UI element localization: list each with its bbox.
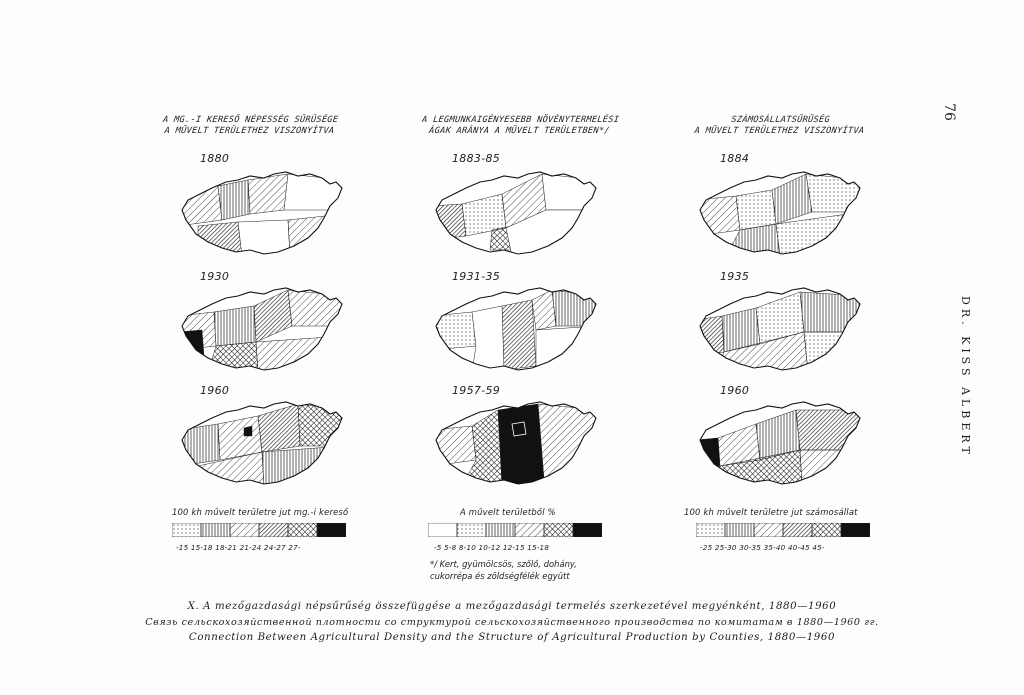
column-1-title xyxy=(149,115,351,137)
legend-3-title: 100 kh művelt területre jut számosállat xyxy=(684,507,858,517)
footnote-line1: */ Kert, gyümölcsös, szőlő, dohány, xyxy=(430,559,577,569)
footnote-line2: cukorrépa és zöldségfélék együtt xyxy=(430,571,570,581)
legend-1-title: 100 kh művelt területre jut mg.-i kereső xyxy=(172,507,349,517)
legend-2-ticks: -5 5-8 8-10 10-12 12-15 15-18 xyxy=(434,543,550,552)
column-1-title-line1: A MG.-I KERESŐ NÉPESSÉG SŰRŰSÉGE xyxy=(162,115,339,125)
crop-map-1883-85 xyxy=(432,170,598,258)
legend-3-ticks: -25 25-30 30-35 35-40 40-45 45- xyxy=(700,543,825,552)
legend-2-title: A művelt területből % xyxy=(460,507,556,517)
legend-1-ticks: -15 15-18 18-21 21-24 24-27 27- xyxy=(176,543,301,552)
column-1-title-line2: A MŰVELT TERÜLETHEZ VISZONYÍTVA xyxy=(164,126,335,136)
crop-map-1931-35 xyxy=(432,286,598,374)
column-3-title-line2: A MŰVELT TERÜLETHEZ VISZONYÍTVA xyxy=(694,126,865,136)
crop-map-1957-59 xyxy=(432,400,598,488)
year-label: 1935 xyxy=(720,270,750,283)
legend-2-scale xyxy=(428,523,602,537)
year-label: 1960 xyxy=(720,384,750,397)
figure-caption-hungarian: X. A mezőgazdasági népsűrűség összefüggése a mezőgazdasági termelés szerkezetével megyénként, 1880—1960 xyxy=(187,601,837,612)
legend-1-scale xyxy=(172,523,346,537)
year-label: 1960 xyxy=(200,384,230,397)
county-map-1960 xyxy=(178,400,344,488)
column-2-title-line2: ÁGAK ARÁNYA A MŰVELT TERÜLETBEN*/ xyxy=(428,126,611,136)
county-map-1930 xyxy=(178,286,344,374)
column-2-title-line1: A LEGMUNKAIGÉNYESEBB NÖVÉNYTERMELÉSI xyxy=(421,115,620,125)
livestock-map-1935 xyxy=(696,286,862,374)
column-3-title xyxy=(679,115,881,137)
year-label: 1931-35 xyxy=(452,270,501,283)
author-header: DR. KISS ALBERT xyxy=(959,296,972,458)
legend-2-footnote xyxy=(430,558,577,582)
year-label: 1930 xyxy=(200,270,230,283)
year-label: 1880 xyxy=(200,152,230,165)
livestock-map-1884 xyxy=(696,170,862,258)
page-number: 76 xyxy=(940,103,957,121)
county-map-1880 xyxy=(178,170,344,258)
column-3-title-line1: SZÁMOSÁLLATSŰRŰSÉG xyxy=(730,115,831,125)
figure-caption-english: Connection Between Agricultural Density and the Structure of Agricultural Production by Counties, 1880—1960 xyxy=(188,632,836,643)
column-2-title xyxy=(399,115,641,137)
year-label: 1957-59 xyxy=(452,384,501,397)
year-label: 1884 xyxy=(720,152,750,165)
livestock-map-1960 xyxy=(696,400,862,488)
figure-caption-russian: Связь сельскохозяйственной плотности со структурой сельскохозяйственного производства по комитатам в 1880—1960 гг. xyxy=(145,617,879,628)
year-label: 1883-85 xyxy=(452,152,501,165)
legend-3-scale xyxy=(696,523,870,537)
